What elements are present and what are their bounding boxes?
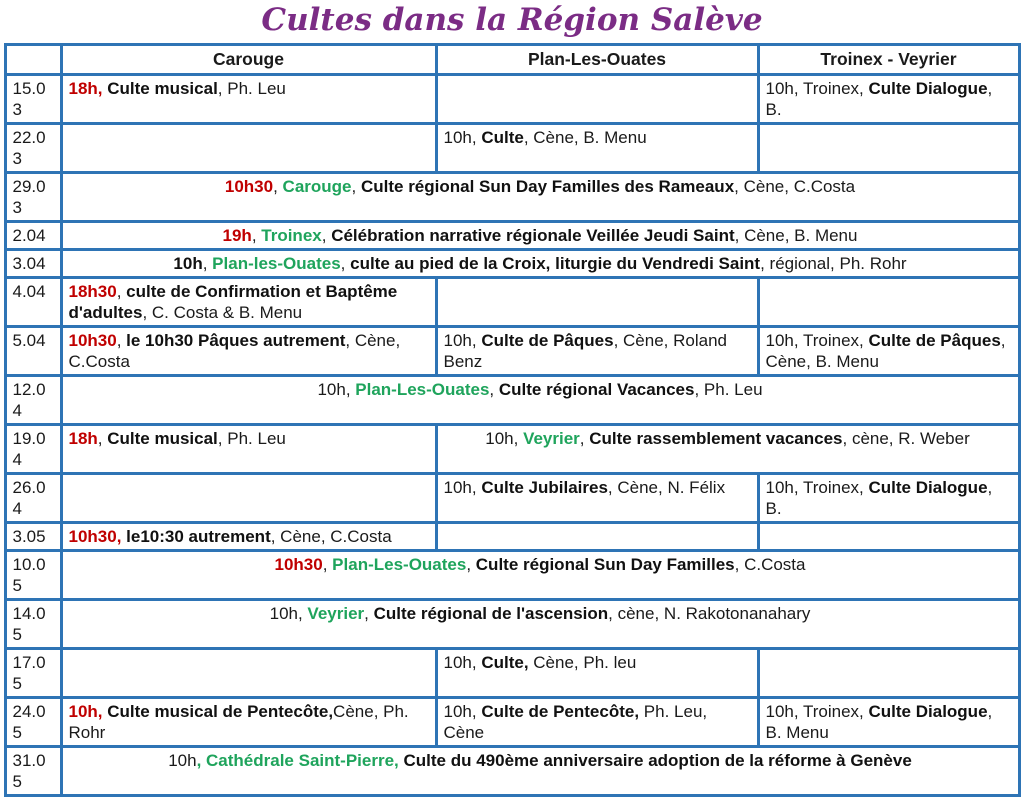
text-run: , (579, 429, 590, 448)
text-run: 10h, (317, 380, 356, 399)
text-run: , C. Costa & B. Menu (142, 303, 303, 322)
schedule-cell (61, 600, 1019, 649)
column-header-troinex-veyrier: Troinex - Veyrier (758, 45, 1019, 75)
table-row (5, 124, 1019, 173)
schedule-cell (758, 278, 1019, 327)
table-row (5, 222, 1019, 250)
schedule-cell (61, 278, 436, 327)
text-run: , cène, N. Rakotonanahary (608, 604, 811, 623)
table-row (5, 425, 1019, 474)
text-run: , Cène, B. Menu (765, 331, 1006, 371)
schedule-cell (436, 124, 758, 173)
text-run: , Ph. Leu (694, 380, 763, 399)
schedule-cell (436, 523, 758, 551)
table-row (5, 649, 1019, 698)
date-cell: 17.05 (5, 649, 61, 698)
date-cell: 12.04 (5, 376, 61, 425)
text-run: Troinex (261, 226, 322, 245)
text-run: , B. (765, 478, 993, 518)
text-run: Culte régional Sun Day Familles des Rameaux (360, 177, 735, 196)
date-cell: 29.03 (5, 173, 61, 222)
text-run: , (321, 226, 332, 245)
date-cell: 24.05 (5, 698, 61, 747)
schedule-cell (436, 698, 758, 747)
schedule-cell (61, 551, 1019, 600)
date-cell: 26.04 (5, 474, 61, 523)
text-run: Culte régional Sun Day Familles (475, 555, 735, 574)
text-run: Culte musical de Pentecôte, (102, 702, 334, 721)
schedule-cell (436, 327, 758, 376)
text-run: 10h30, (68, 527, 122, 546)
text-run: 18h, (68, 79, 103, 98)
text-run: Culte (481, 128, 524, 147)
text-run: , Cène, N. Félix (607, 478, 726, 497)
text-run: 10h, (443, 478, 482, 497)
schedule-cell (61, 425, 436, 474)
table-row (5, 327, 1019, 376)
text-run: , régional, Ph. Rohr (760, 254, 907, 273)
text-run: , Ph. Leu (217, 79, 286, 98)
text-run: Culte régional Vacances (498, 380, 695, 399)
text-run: 10h, (485, 429, 524, 448)
text-run: 10h, Troinex, (765, 702, 869, 721)
table-row (5, 376, 1019, 425)
schedule-cell (758, 698, 1019, 747)
text-run: Cène, Ph. Rohr (68, 702, 409, 742)
text-run: , (364, 604, 374, 623)
schedule-cell (61, 698, 436, 747)
text-run: Culte Dialogue (868, 478, 988, 497)
text-run: Veyrier (307, 604, 365, 623)
text-run: , (116, 282, 127, 301)
date-cell: 5.04 (5, 327, 61, 376)
text-run: , Cène, B. Menu (734, 226, 858, 245)
text-run: , Cathédrale Saint-Pierre, (196, 751, 399, 770)
text-run: 10h, Troinex, (765, 79, 869, 98)
text-run: 10h, (443, 128, 482, 147)
table-row (5, 523, 1019, 551)
text-run: , (351, 177, 361, 196)
text-run: culte au pied de la Croix, liturgie du Vendredi Saint (350, 254, 761, 273)
text-run: le 10h30 Pâques autrement (126, 331, 346, 350)
schedule-cell (61, 173, 1019, 222)
text-run: Célébration narrative régionale Veillée Jeudi Saint (331, 226, 735, 245)
schedule-cell (758, 474, 1019, 523)
text-run: Culte Jubilaires (481, 478, 608, 497)
schedule-cell (61, 124, 436, 173)
table-row (5, 698, 1019, 747)
schedule-cell (61, 75, 436, 124)
table-row (5, 278, 1019, 327)
text-run: , Cène, B. Menu (523, 128, 647, 147)
schedule-cell (61, 222, 1019, 250)
date-cell: 10.05 (5, 551, 61, 600)
date-cell: 19.04 (5, 425, 61, 474)
text-run: Ph. Leu, Cène (443, 702, 708, 742)
date-cell: 15.03 (5, 75, 61, 124)
date-cell: 22.03 (5, 124, 61, 173)
column-header-plan-les-ouates: Plan-Les-Ouates (436, 45, 758, 75)
text-run: 10h30 (274, 555, 323, 574)
text-run: , (489, 380, 499, 399)
text-run: 10h, Troinex, (765, 478, 869, 497)
text-run: Culte de Pâques (868, 331, 1001, 350)
table-row (5, 474, 1019, 523)
text-run: 10h, Troinex, (765, 331, 869, 350)
text-run: , Cène, C.Costa (734, 177, 856, 196)
table-row (5, 747, 1019, 796)
text-run: Culte musical (102, 79, 218, 98)
text-run: Plan-Les-Ouates (332, 555, 467, 574)
text-run: 18h30 (68, 282, 117, 301)
schedule-table-body (5, 45, 1019, 796)
text-run: 10h (168, 751, 197, 770)
text-run: , B. (765, 79, 993, 119)
text-run: culte de Confirmation et Baptême d'adultes (68, 282, 398, 322)
table-row (5, 600, 1019, 649)
table-row (5, 250, 1019, 278)
schedule-cell (758, 523, 1019, 551)
text-run: Culte régional de l'ascension (373, 604, 609, 623)
text-run: Culte de Pentecôte, (481, 702, 640, 721)
date-cell: 14.05 (5, 600, 61, 649)
text-run: le10:30 autrement (121, 527, 271, 546)
text-run: Culte de Pâques (481, 331, 614, 350)
text-run: 19h (222, 226, 252, 245)
schedule-cell (436, 649, 758, 698)
date-cell: 2.04 (5, 222, 61, 250)
text-run: Veyrier (523, 429, 580, 448)
text-run: , C.Costa (734, 555, 806, 574)
schedule-cell (61, 474, 436, 523)
schedule-cell (61, 747, 1019, 796)
text-run: 18h (68, 429, 98, 448)
text-run: 10h, (269, 604, 308, 623)
text-run: 10h, (68, 702, 103, 721)
text-run: 10h30 (68, 331, 117, 350)
date-cell: 3.04 (5, 250, 61, 278)
text-run: 10h, (443, 702, 482, 721)
text-run: , (322, 555, 333, 574)
schedule-cell (436, 75, 758, 124)
text-run: , (251, 226, 262, 245)
text-run: , B. Menu (765, 702, 993, 742)
text-run: Plan-les-Ouates (212, 254, 341, 273)
schedule-cell (61, 649, 436, 698)
date-cell: 4.04 (5, 278, 61, 327)
text-run: , Ph. Leu (217, 429, 286, 448)
text-run: , cène, R. Weber (842, 429, 970, 448)
table-row (5, 75, 1019, 124)
text-run: Carouge (282, 177, 352, 196)
text-run: Plan-Les-Ouates (355, 380, 490, 399)
date-cell: 31.05 (5, 747, 61, 796)
text-run: , (466, 555, 476, 574)
page-title: Cultes dans la Région Salève (261, 2, 763, 38)
column-header-carouge: Carouge (61, 45, 436, 75)
text-run: , (202, 254, 213, 273)
table-row (5, 173, 1019, 222)
text-run: Culte Dialogue (868, 79, 988, 98)
schedule-cell (758, 75, 1019, 124)
schedule-table (4, 43, 1021, 797)
text-run: 10h30 (224, 177, 274, 196)
header-row (5, 45, 1019, 75)
schedule-cell (436, 474, 758, 523)
text-run: , Cène, C.Costa (68, 331, 401, 371)
text-run: Culte du 490ème anniversaire adoption de la réforme à Genève (398, 751, 912, 770)
schedule-cell (61, 376, 1019, 425)
schedule-cell (758, 327, 1019, 376)
text-run: Culte rassemblement vacances (589, 429, 843, 448)
column-header-date (5, 45, 61, 75)
schedule-cell (436, 425, 1019, 474)
text-run: Culte, (481, 653, 529, 672)
schedule-cell (61, 327, 436, 376)
text-run: Culte Dialogue (868, 702, 988, 721)
schedule-cell (61, 523, 436, 551)
text-run: Culte musical (107, 429, 218, 448)
schedule-cell (436, 278, 758, 327)
schedule-cell (61, 250, 1019, 278)
text-run: , (273, 177, 283, 196)
schedule-cell (758, 649, 1019, 698)
table-row (5, 551, 1019, 600)
text-run: , (97, 429, 108, 448)
text-run: , Cène, Roland Benz (443, 331, 727, 371)
date-cell: 3.05 (5, 523, 61, 551)
text-run: 10h, (443, 331, 482, 350)
schedule-cell (758, 124, 1019, 173)
text-run: 10h, (443, 653, 482, 672)
text-run: , (116, 331, 127, 350)
text-run: , Cène, C.Costa (270, 527, 392, 546)
text-run: Cène, Ph. leu (528, 653, 637, 672)
text-run: 10h (173, 254, 203, 273)
text-run: , (340, 254, 351, 273)
page (0, 2, 1024, 791)
